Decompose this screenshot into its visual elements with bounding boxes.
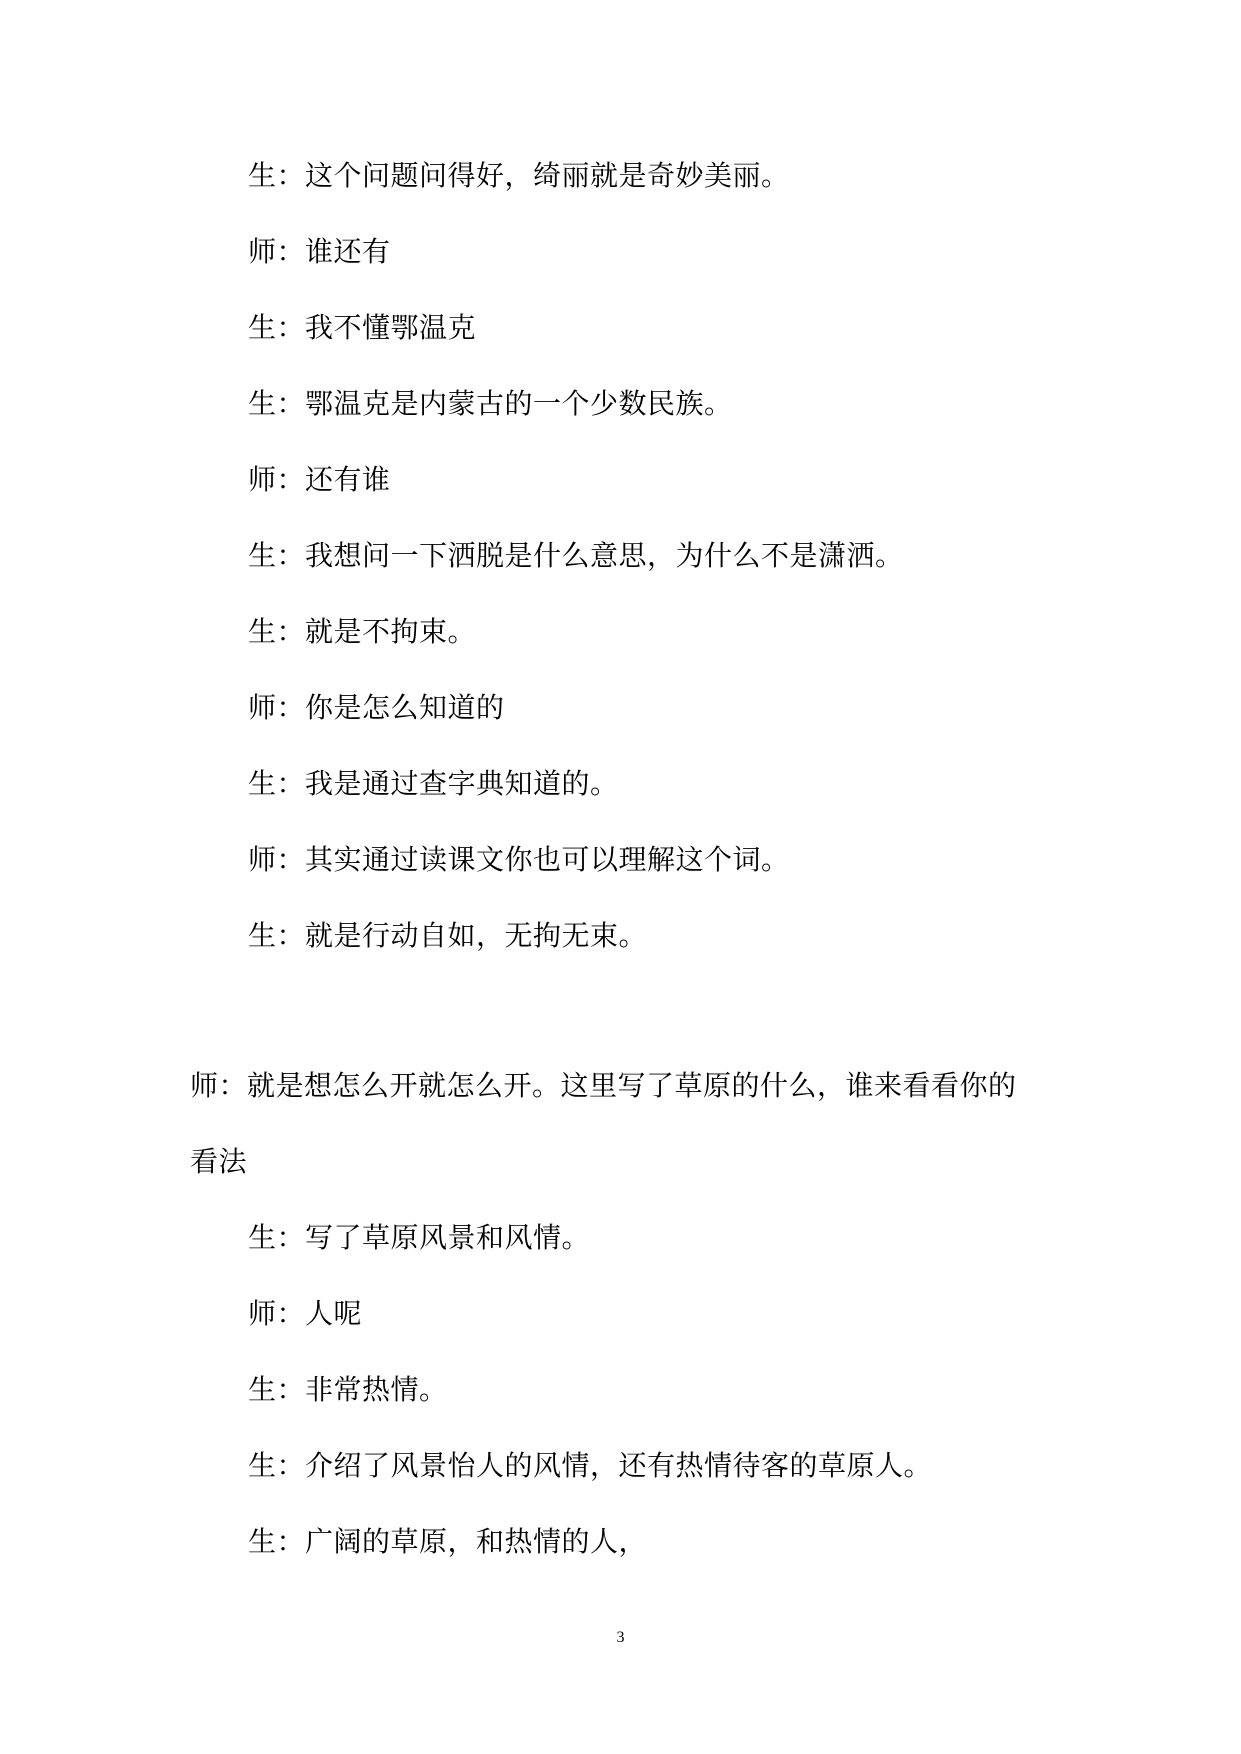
dialogue-line: 生：我想问一下洒脱是什么意思，为什么不是潇洒。 — [248, 539, 904, 572]
dialogue-line: 生：我是通过查字典知道的。 — [248, 767, 619, 800]
dialogue-line: 师：人呢 — [248, 1297, 363, 1330]
dialogue-line: 师：谁还有 — [248, 235, 391, 268]
dialogue-line: 生：非常热情。 — [248, 1373, 448, 1406]
dialogue-line: 生：就是不拘束。 — [248, 615, 477, 648]
dialogue-line: 师：还有谁 — [248, 463, 391, 496]
dialogue-line: 生：介绍了风景怡人的风情，还有热情待客的草原人。 — [248, 1449, 933, 1482]
dialogue-line: 师：其实通过读课文你也可以理解这个词。 — [248, 843, 790, 876]
dialogue-line: 师：就是想怎么开就怎么开。这里写了草原的什么，谁来看看你的 — [190, 1069, 1017, 1102]
dialogue-line-continuation: 看法 — [190, 1145, 248, 1178]
dialogue-line: 生：广阔的草原，和热情的人， — [248, 1525, 648, 1558]
page-number: 3 — [616, 1629, 625, 1646]
dialogue-line: 师：你是怎么知道的 — [248, 691, 505, 724]
dialogue-line: 生：这个问题问得好，绮丽就是奇妙美丽。 — [248, 159, 790, 192]
dialogue-line: 生：我不懂鄂温克 — [248, 311, 477, 344]
dialogue-line: 生：就是行动自如，无拘无束。 — [248, 919, 648, 952]
dialogue-line: 生：鄂温克是内蒙古的一个少数民族。 — [248, 387, 733, 420]
dialogue-line: 生：写了草原风景和风情。 — [248, 1221, 591, 1254]
